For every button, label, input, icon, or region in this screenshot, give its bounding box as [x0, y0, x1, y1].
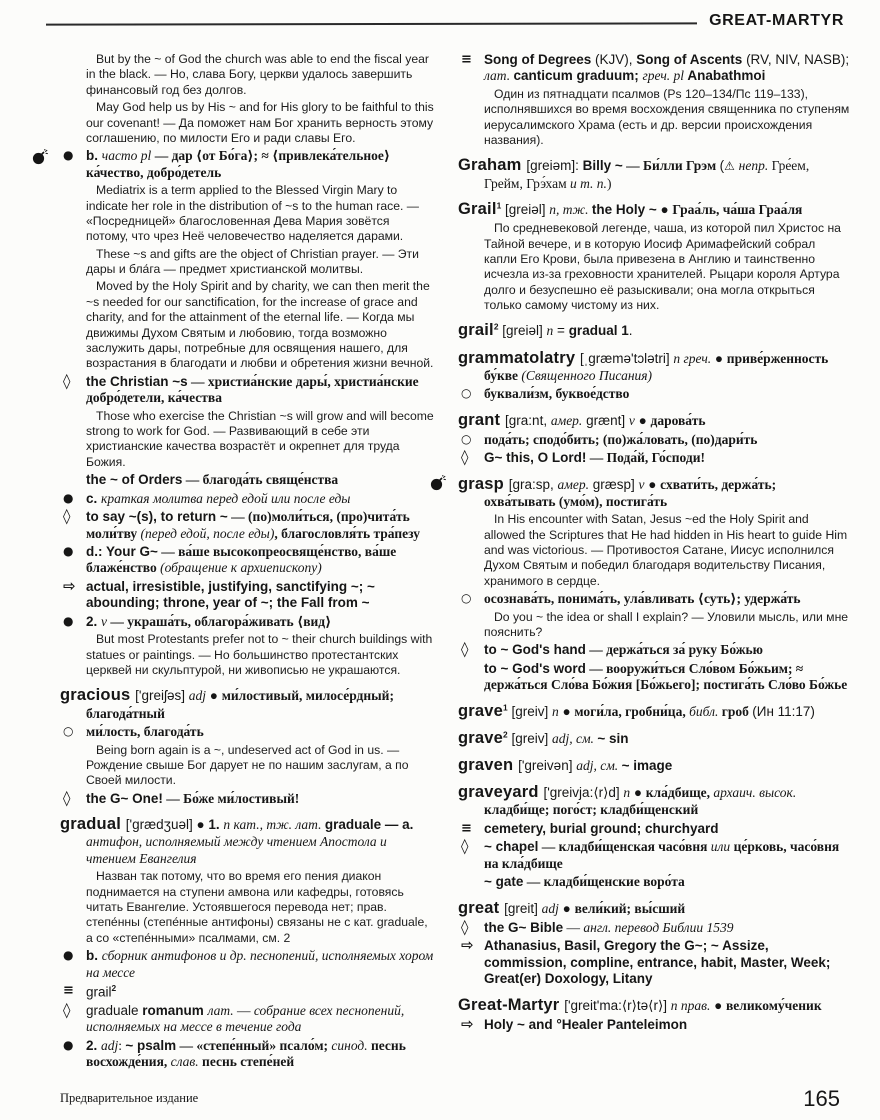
text-segment: амер. [557, 476, 589, 492]
text-segment: (перед едой, после еды) [140, 525, 275, 541]
text-segment: англ. перевод Библии 1539 [583, 919, 734, 935]
text-segment: d.: Your G~ [86, 544, 158, 559]
bullet-marker: ● [63, 613, 74, 628]
text-segment: Grail [458, 200, 497, 219]
text-segment: По средневековой легенде, чаша, из которой пил Христос на Тайной вечере, и в которую Иосиф Аримафейский собрал капли Его Крови, была привезена в Англию и таинственно исчезла из-за греховности хранителей. Рыцари короля Артура долго и безуспешно её разыскивали; она могла открыться только самому чистому из них. [484, 221, 841, 313]
text-segment: ['greit'ma:⟨r⟩tə⟨r⟩] [564, 997, 671, 1013]
text-segment: (RV, NIV, NASB); [746, 52, 850, 67]
right-column [458, 50, 850, 1035]
text-segment: Moved by the Holy Spirit and by charity, we can then merit the ~s needed for our sanctification, for the increase of grace and charity, and for the attainment of the eternal life. — Когда мы движимы Духом Святым и любовию, тогда возможно заслужить дары, потребные для освящения нашего, для возрастания в благодати и любви и обретения жизни вечной. [86, 279, 434, 371]
text-segment: (Ин 11:17) [752, 703, 815, 719]
text-segment: [greit] [504, 900, 542, 916]
text-segment: the Holy ~ [591, 202, 657, 218]
bullet-marker: ● [63, 544, 74, 558]
diamond-marker: ◊ [63, 371, 71, 390]
example-paragraph [458, 610, 850, 641]
text-segment: — Пода́й, Го́споди! [586, 450, 705, 466]
text-segment: вели́кий; вы́сший [574, 900, 686, 916]
text-segment: ● [634, 412, 651, 428]
text-segment: схвати́ть, держа́ть; охва́тывать (умо́м), постига́ть [484, 476, 777, 509]
dictionary-entry [458, 728, 850, 748]
text-segment: или [710, 839, 731, 855]
text-segment: 2. [86, 613, 102, 629]
text-segment: graduale [86, 1002, 143, 1018]
text-segment: 1 [503, 702, 508, 713]
sense-line [60, 1038, 434, 1071]
text-segment: кла́дбище, [645, 785, 714, 801]
text-segment: ['greivja:⟨r⟩d] [543, 785, 624, 801]
text-segment: canticum graduum; [513, 68, 643, 84]
text-segment: амер. [550, 412, 583, 428]
example-paragraph [60, 279, 434, 371]
text-segment: — кладби́щенская часо́вня [538, 839, 711, 855]
text-segment: [greiv] [507, 703, 552, 719]
page-number: 165 [803, 1086, 840, 1111]
text-columns [60, 50, 850, 1073]
arrow-marker: ⇨ [461, 1014, 474, 1033]
equiv-marker: ≡ [63, 983, 74, 998]
sense-line [60, 724, 434, 740]
sense-line [458, 591, 850, 607]
text-segment: гроб [718, 703, 753, 719]
pitfall-bomb-icon [32, 149, 50, 165]
text-segment: (Священного Писания) [521, 367, 653, 383]
text-segment: grail [86, 984, 112, 1000]
sense-line [60, 491, 434, 507]
text-segment: n греч. [673, 350, 712, 366]
text-segment: 1. [208, 817, 224, 833]
bullet-marker: ● [63, 490, 74, 505]
text-segment: ) [606, 175, 612, 191]
text-segment: Holy ~ and °Healer Panteleimon [484, 1016, 688, 1032]
idiom-line [458, 917, 850, 936]
circle-marker: ○ [461, 591, 472, 606]
text-segment: graduale — a. [324, 817, 414, 833]
sub-idiom-line [60, 472, 434, 488]
text-segment: дарова́ть [650, 412, 706, 428]
text-segment: собрание всех песнопений, исполняемых на мессе в течение года [86, 1002, 405, 1035]
example-paragraph [60, 743, 434, 789]
crossref-line [60, 576, 434, 612]
text-segment: — кладби́щенские воро́та [523, 874, 685, 890]
text-segment: Do you ~ the idea or shall I explain? — Уловили мысль, или мне пояснить? [484, 609, 849, 639]
text-segment: песнь восхожде́ния, [86, 1037, 406, 1070]
synonym-line [458, 821, 850, 837]
text-segment: grave [458, 728, 504, 747]
text-segment: 1 [496, 200, 502, 211]
text-segment: : [118, 1037, 126, 1053]
sense-line [60, 148, 434, 181]
text-segment: лат. [207, 1002, 234, 1018]
text-segment: G~ this, O Lord! [484, 450, 587, 466]
text-segment: ( [719, 158, 725, 174]
arrow-marker: ⇨ [461, 936, 474, 955]
text-segment: антифон, исполняемый между чтением Апостола и чтением Евангелия [86, 834, 387, 866]
text-segment: лат. [484, 68, 514, 84]
text-segment: to say ~(s), to return ~ [86, 509, 228, 525]
text-segment: cemetery, burial ground; churchyard [484, 820, 719, 836]
header-rule [46, 22, 697, 25]
text-segment: осознава́ть, понима́ть, ула́вливать ⟨суть⟩; удержа́ть [484, 591, 801, 607]
text-segment: — держа́ться за́ руку Бо́жью [585, 642, 763, 658]
text-segment: песнь степе́ней [198, 1054, 295, 1070]
text-segment: gradual [60, 815, 126, 834]
text-segment: — Би́лли Грэм [622, 158, 720, 174]
text-segment: the ~ of Orders [86, 472, 183, 488]
text-segment: и т. п. [570, 175, 607, 191]
text-segment: = [553, 323, 569, 339]
example-paragraph [458, 221, 850, 313]
text-segment: ~ chapel [484, 839, 539, 855]
text-segment: ~ gate [484, 874, 524, 890]
text-segment: краткая молитва перед едой или после еды [101, 490, 351, 506]
text-segment: grasp [458, 474, 509, 493]
equiv-marker: ≡ [461, 820, 472, 836]
text-segment: ⚠ [724, 159, 739, 174]
text-segment: [gra:sp, [508, 476, 558, 492]
text-segment: Athanasius, Basil, Gregory the G~; ~ Assize, commission, compline, entrance, habit, Master, Week; Great(er) Doxology, Litany [484, 938, 831, 987]
text-segment: — [563, 919, 584, 935]
pitfall-bomb-icon [430, 475, 448, 491]
diamond-marker: ◊ [461, 640, 469, 659]
text-segment: romanum [142, 1002, 208, 1018]
crossref-line [458, 938, 850, 987]
sense-line [458, 432, 850, 448]
text-segment: [ˌgræmə'tɔlətri] [580, 350, 674, 366]
diamond-marker: ◊ [461, 448, 469, 467]
text-segment: 2 [111, 983, 117, 993]
text-segment: ~ sin [597, 730, 629, 746]
example-paragraph [458, 87, 850, 149]
text-segment: архаич. высок. [713, 785, 797, 801]
idiom-line [60, 509, 434, 542]
text-segment: adj, см. [576, 758, 622, 773]
text-segment: ● [711, 350, 727, 366]
text-segment: 2. [86, 1037, 102, 1053]
text-segment: to ~ God's hand [484, 642, 586, 658]
text-segment: Being born again is a ~, undeserved act of God in us. — Рождение свыше Бог дарует не по нашим заслугам, а по Своей милости. [86, 742, 409, 788]
bullet-marker: ● [63, 948, 74, 963]
text-segment: adj [541, 900, 559, 916]
text-segment: to ~ God's word [484, 660, 586, 676]
text-segment: n [623, 785, 631, 801]
text-segment: n [551, 703, 559, 719]
example-paragraph [60, 869, 434, 946]
text-segment: Graham [458, 156, 527, 175]
text-segment: ● [710, 997, 726, 1013]
left-column [60, 50, 434, 1073]
text-segment: Назван так потому, что во время его пения диакон поднимается на ступени амвона или кафедры, готовясь читать Евангелие. Устоявшегося перевода нет; прав. степе́нны (степе́нные антифоны) связаны не с кат. graduale, а со «степе́нными» псалмами, см. 2 [86, 869, 428, 945]
sub-idiom-line [458, 661, 850, 694]
text-segment: ~ image [621, 758, 673, 773]
idiom-line [458, 450, 850, 466]
dictionary-entry [60, 814, 434, 867]
sense-line [60, 948, 434, 981]
text-segment: 2 [493, 321, 499, 332]
text-segment: v [638, 476, 645, 492]
text-segment: gradual 1 [568, 323, 629, 339]
text-segment: [greiv] [507, 730, 552, 746]
example-paragraph [60, 100, 434, 146]
synonym-line [60, 983, 434, 1001]
text-segment: ми́лость, благода́ть [86, 724, 204, 740]
text-segment: But most Protestants prefer not to ~ their church buildings with statues or paintings. — Но большинство протестантских церквей ни скульптурой, ни живописью не украшаются. [86, 632, 433, 678]
text-segment: In His encounter with Satan, Jesus ~ed the Holy Spirit and allowed the Scriptures that He had hidden in His heart to guide Him and was victorious. — Противостоя Сатане, Иисус исполнился Духом Святым и победил благодаря водительству Писания, хранимого в сердце. [484, 512, 848, 588]
text-segment: Song of Degrees [484, 52, 596, 67]
text-segment: це́рковь, часо́вня на кла́дбище [484, 839, 840, 871]
text-segment: Граа́ль, ча́ша Граа́ля [672, 202, 803, 218]
circle-marker: ○ [63, 724, 74, 739]
dictionary-entry [458, 995, 850, 1015]
text-segment: b. [86, 948, 102, 964]
text-segment: adj [188, 688, 207, 704]
text-segment: — дар ⟨от Бо́га⟩; ≈ ⟨привлека́тельное⟩ ка́чество, добро́детель [86, 148, 391, 180]
equiv-marker: ≡ [461, 52, 472, 67]
sense-line [458, 386, 850, 402]
text-segment: These ~s and gifts are the object of Christian prayer. — Эти дары и бла́га — предмет христианской молитвы. [86, 246, 419, 277]
example-paragraph [60, 409, 434, 471]
example-paragraph [458, 512, 850, 589]
text-segment: adj, см. [551, 730, 598, 746]
text-segment: Song of Ascents [636, 52, 747, 67]
text-segment: græsp] [588, 476, 639, 492]
text-segment: непр. [738, 158, 772, 174]
page-header [46, 12, 844, 30]
dictionary-entry [458, 155, 850, 192]
text-segment: синод. [331, 1037, 368, 1053]
text-segment: Один из пятнадцати псалмов (Ps 120–134/Пс 119–133), исполнявшихся во время восхождения священника по ступеням иерусалимского Храма (есть и др. версии происхождения названия). [484, 86, 850, 148]
bullet-marker: ● [63, 1037, 74, 1052]
circle-marker: ○ [461, 386, 472, 401]
text-segment: моги́ла, гробни́ца, [574, 703, 690, 719]
example-paragraph [60, 52, 434, 98]
text-segment: Anabathmoi [687, 68, 766, 84]
text-segment: [greiəl] [501, 202, 550, 218]
text-segment: graven [458, 756, 519, 774]
text-segment: But by the ~ of God the church was able to end the fiscal year in the black. — Но, слава Богу, церкви удалось завершить финансовый год без долгов. [86, 52, 429, 97]
text-segment: ● [558, 703, 575, 719]
text-segment: — [233, 1002, 254, 1018]
dictionary-entry [458, 755, 850, 775]
text-segment: пода́ть; сподо́бить; (по)жа́ловать, (по)дари́ть [484, 431, 758, 447]
diamond-marker: ◊ [461, 917, 469, 936]
edition-note: Предварительное издание [60, 1091, 199, 1105]
text-segment: приве́рженность бу́кве [484, 350, 829, 383]
text-segment: grammatolatry [458, 348, 581, 367]
text-segment: b. [86, 148, 102, 164]
text-segment: v [628, 412, 635, 428]
example-paragraph [60, 632, 434, 678]
text-segment: (обращение к архиепископу) [160, 560, 322, 576]
circle-marker: ○ [461, 431, 472, 446]
text-segment: — (по)моли́ться, (про)чита́ть моли́тву [86, 509, 410, 541]
text-segment: c. [86, 490, 102, 506]
text-segment: grail [458, 321, 494, 340]
text-segment: часто pl [101, 148, 152, 164]
text-segment: [greiəm]: [526, 158, 583, 174]
dictionary-entry [458, 199, 850, 219]
text-segment: ● [630, 785, 646, 801]
text-segment: grant [458, 410, 506, 429]
diamond-marker: ◊ [461, 837, 469, 856]
text-segment: — вооружи́ться Сло́вом Бо́жьим; ≈ держа́ться Сло́ва Бо́жия [Бо́жьего]; постига́ть Сло́во Бо́жье [484, 660, 848, 693]
text-segment: the Christian ~s [86, 373, 188, 389]
dictionary-entry [458, 320, 850, 340]
synonym-line [458, 52, 850, 85]
text-segment: — ва́ше высокопреосвяще́нство, ва́ше блаже́нство [86, 544, 397, 576]
text-segment: — Бо́же ми́лостивый! [162, 790, 300, 806]
text-segment: ми́лостивый, милосе́рдный; благода́тный [86, 688, 394, 721]
text-segment: — украша́ть, облагора́живать ⟨вид⟩ [107, 613, 332, 629]
text-segment: — христиа́нские дары́, христиа́нские добро́детели, ка́чества [86, 373, 419, 406]
text-segment: 2 [503, 729, 508, 740]
text-segment: ● [656, 202, 673, 218]
dictionary-entry [458, 782, 850, 819]
text-segment: gracious [60, 686, 136, 705]
text-segment: Great-Martyr [458, 995, 565, 1014]
text-segment: . [628, 323, 633, 339]
dictionary-entry [458, 410, 850, 430]
text-segment: ['grædʒuəl] ● [125, 817, 209, 833]
text-segment: (KJV), [595, 52, 637, 67]
text-segment: Mediatrix is a term applied to the Blessed Virgin Mary to indicate her role in the distribution of ~s to the human race. — «Посредницей» благословенная Дева Мария зовётся потому, что чрез Неё человечество наделяется дарами. [86, 183, 419, 244]
sub-idiom-line [458, 874, 850, 890]
text-segment: ~ psalm [125, 1037, 177, 1053]
text-segment: v [101, 613, 108, 629]
text-segment: [greiəl] [498, 323, 547, 339]
text-segment: n [546, 323, 554, 339]
text-segment: n, тж. [549, 202, 592, 218]
text-segment: великому́ченик [726, 997, 822, 1013]
example-paragraph [60, 183, 434, 245]
dictionary-entry [60, 685, 434, 722]
idiom-line [60, 1000, 434, 1036]
crossref-line [458, 1014, 850, 1033]
idiom-line [60, 371, 434, 407]
text-segment: n прав. [670, 997, 711, 1013]
text-segment: ● [558, 900, 575, 916]
bullet-marker: ● [63, 148, 74, 163]
diamond-marker: ◊ [63, 788, 71, 807]
text-segment: сборник антифонов и др. песнопений, исполняемых хором на мессе [86, 948, 434, 980]
text-segment: — благода́ть свяще́нства [182, 472, 339, 488]
running-head: GREAT-MARTYR [709, 12, 844, 29]
dictionary-entry [458, 474, 850, 511]
sense-line [60, 614, 434, 630]
idiom-line [458, 839, 850, 872]
arrow-marker: ⇨ [63, 576, 76, 595]
text-segment: греч. pl [642, 68, 688, 84]
text-segment: , благословля́ть тра́пезу [274, 525, 421, 541]
dictionary-entry [458, 348, 850, 385]
text-segment: ● [206, 688, 222, 704]
idiom-line [458, 642, 850, 658]
text-segment: ['greiʃəs] [135, 688, 189, 704]
text-segment: actual, irresistible, justifying, sanctifying ~; ~ abounding; throne, year of ~; the Fall from ~ [86, 578, 375, 611]
text-segment: слав. [170, 1054, 199, 1070]
dictionary-entry [458, 898, 850, 918]
text-segment: great [458, 898, 505, 917]
text-segment: ['greivən] [518, 758, 577, 773]
idiom-line [60, 788, 434, 807]
text-segment: Гре́ем, Грейм, Грэ́хам [484, 158, 810, 191]
text-segment: кладби́ще; пого́ст; кладби́щенский [484, 802, 699, 818]
diamond-marker: ◊ [63, 507, 71, 526]
example-paragraph [60, 247, 434, 278]
text-segment: graveyard [458, 783, 544, 802]
sense-line [60, 544, 434, 577]
text-segment: — «степе́нный» псало́м; [176, 1037, 332, 1053]
text-segment: ● [644, 476, 661, 492]
text-segment: May God help us by His ~ and for His glory to be faithful to this our covenant! — Да поможет нам Бог хранить верность этому соглашению, по милости Его и ради славы Его. [86, 100, 434, 145]
text-segment: adj [101, 1037, 119, 1053]
text-segment: n кат., тж. лат. [223, 817, 325, 833]
text-segment: Those who exercise the Christian ~s will grow and will become strong to work for God. — Развивающий в себе эти христианские качества возрастёт и окрепнет для труда Божия. [86, 408, 434, 469]
text-segment: [gra:nt, [505, 412, 551, 428]
diamond-marker: ◊ [63, 1000, 71, 1019]
text-segment: библ. [689, 703, 719, 719]
text-segment: буквали́зм, буквое́дство [484, 386, 630, 402]
text-segment: Billy ~ [582, 158, 623, 174]
text-segment: the G~ One! [86, 790, 163, 806]
text-segment: the G~ Bible [484, 919, 564, 935]
text-segment: grave [458, 701, 504, 720]
text-segment: grænt] [582, 412, 629, 428]
dictionary-entry [458, 701, 850, 721]
